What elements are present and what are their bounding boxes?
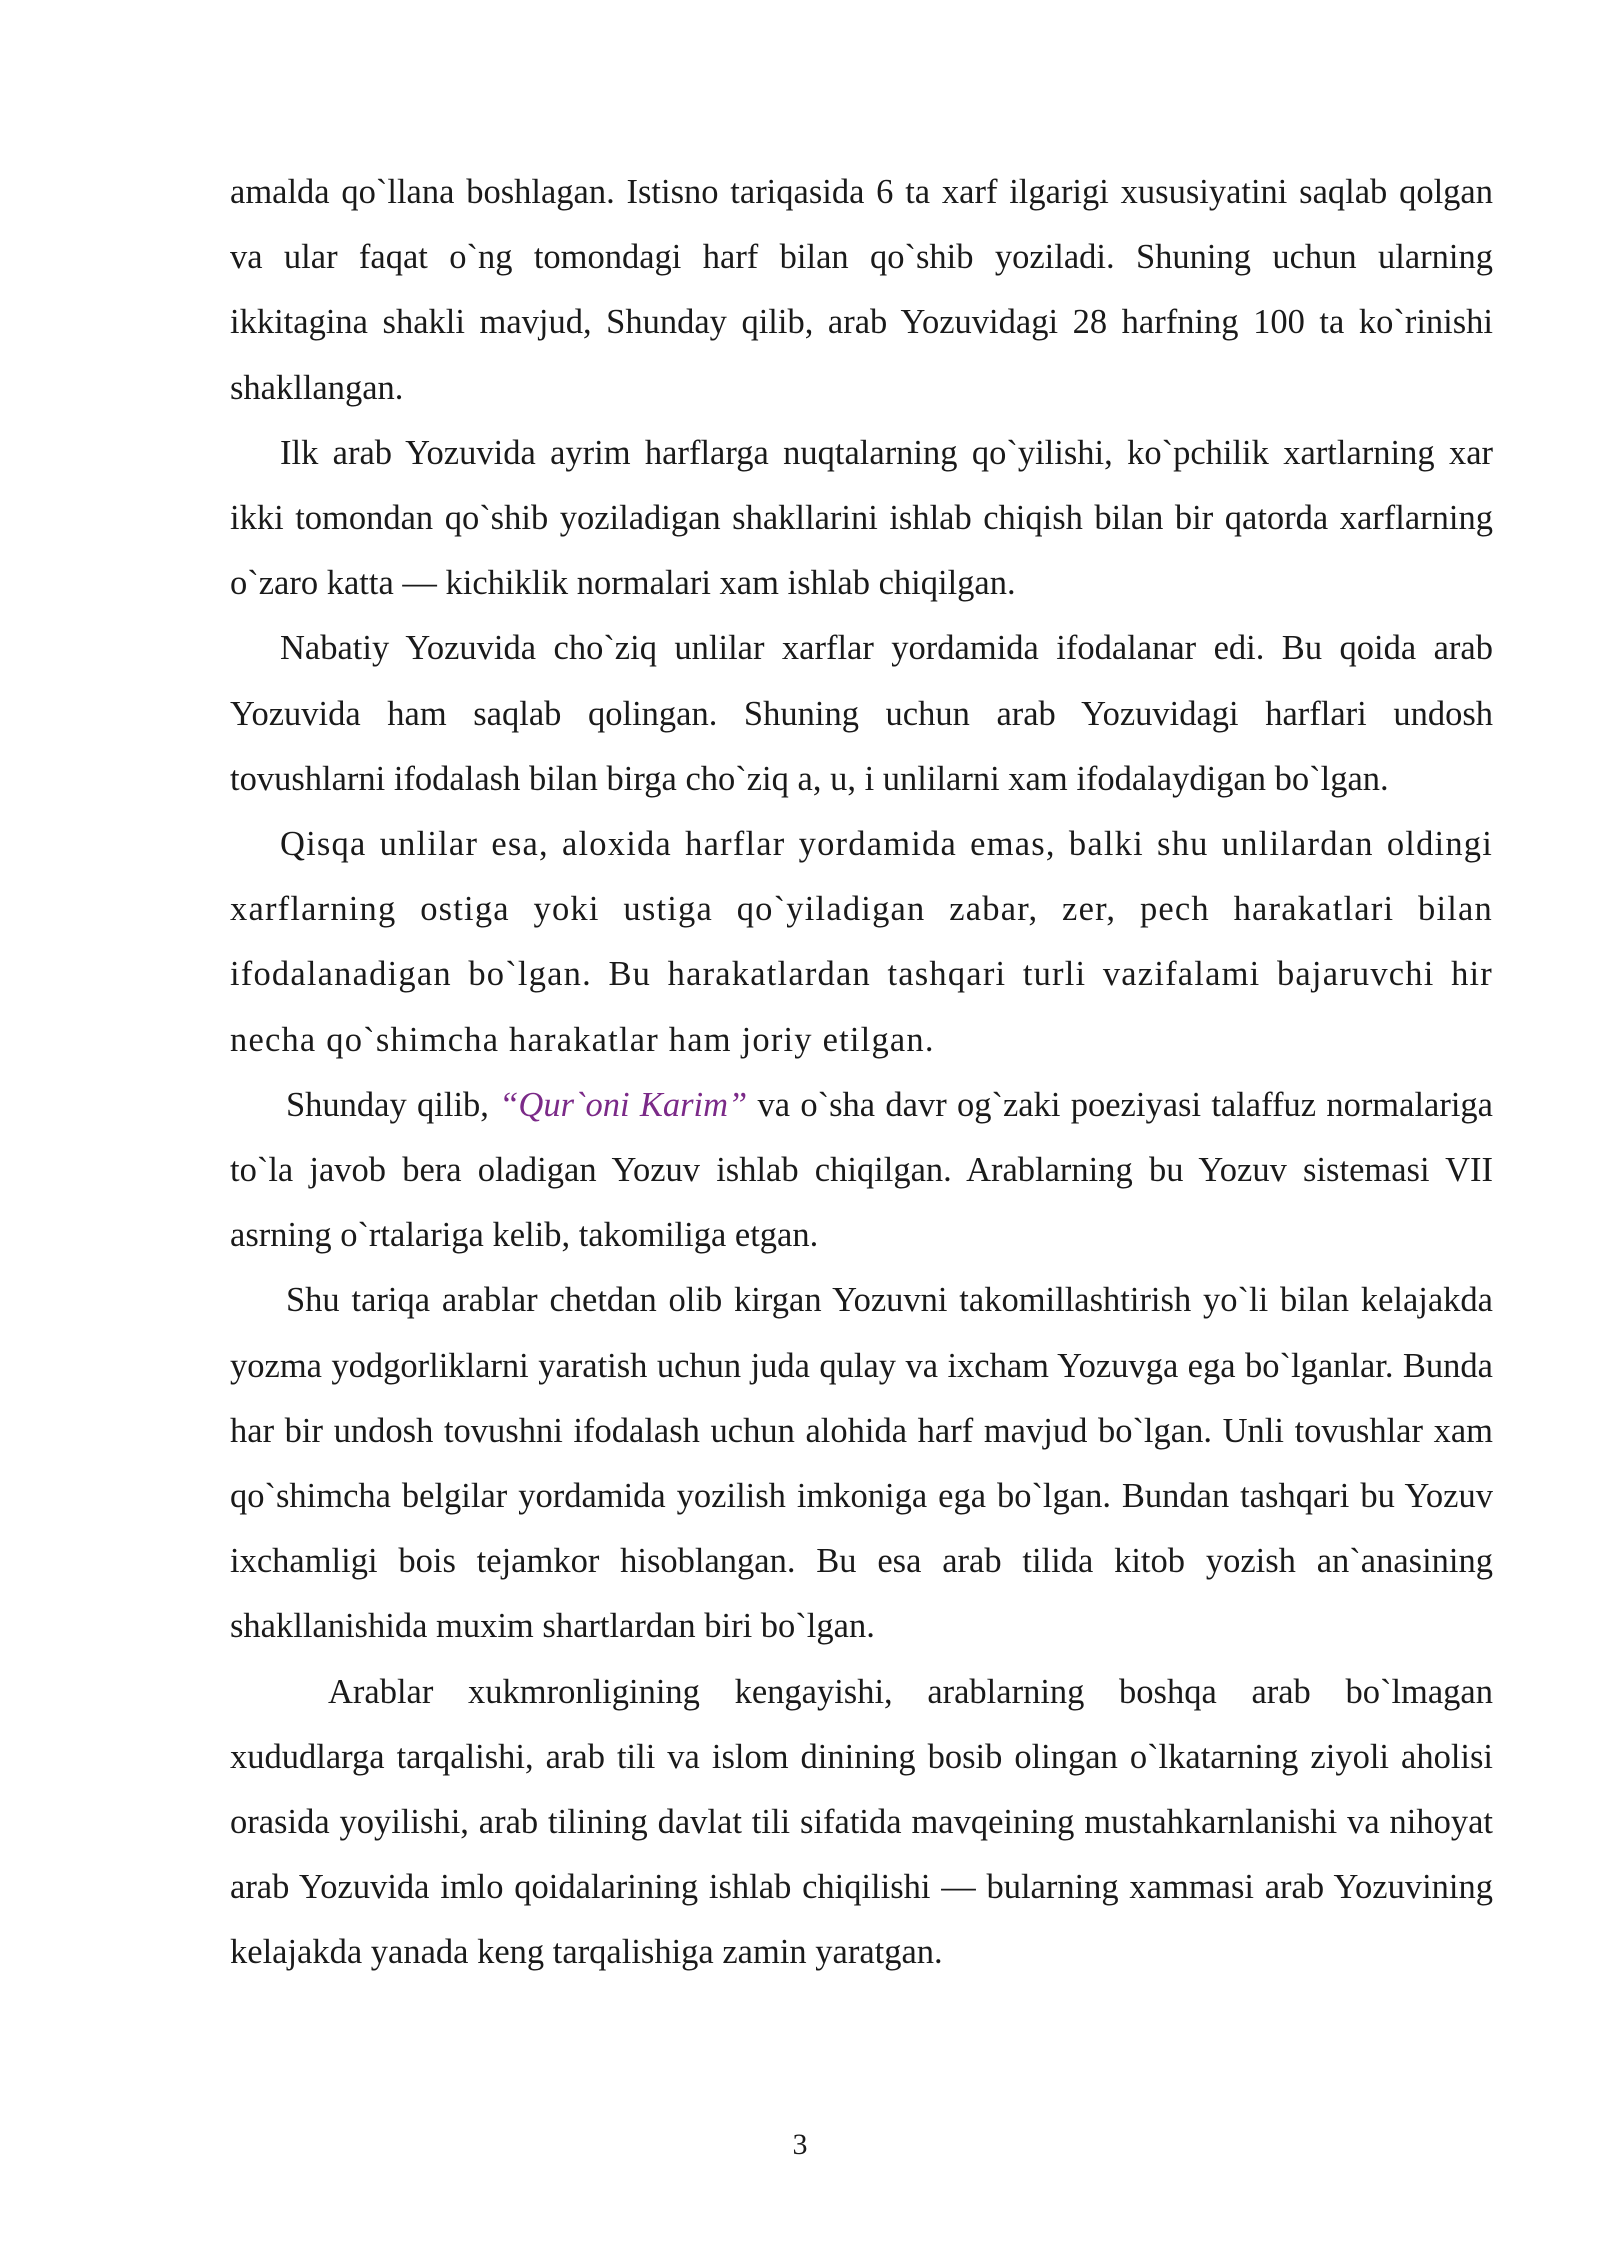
paragraph-7: Arablar xukmronligining kengayishi, arablarning boshqa arab bo`lmagan xududlarga tarqalishi, arab tili va islom dinining bosib olingan o`lkatarning ziyoli aholisi orasida yoyilishi, arab tilining davlat tili sifatida mavqeining mustahkarnlanishi va nihoyat arab Yozuvida imlo qoidalarining ishlab chiqilishi — bularning xammasi arab Yozuvining kelajakda yanada keng tarqalishiga zamin yaratgan.: [230, 1672, 1493, 1972]
paragraph-5-rest: va o`sha davr og`zaki poeziyasi talaffuz normalariga to`la javob bera oladigan Yozuv ishlab chiqilgan. Arablarning bu Yozuv sistemasi VII asrning o`rtalariga kelib, takomiliga etgan.: [230, 1085, 1493, 1255]
body-text: [230, 160, 1493, 1986]
paragraph-3: Nabatiy Yozuvida cho`ziq unlilar xarflar yordamida ifodalanar edi. Bu qoida arab Yozuvida ham saqlab qolingan. Shuning uchun arab Yozuvidagi harflari undosh tovushlarni ifodalash bilan birga cho`ziq a, u, i unlilarni xam ifodalaydigan bo`lgan.: [230, 629, 1493, 798]
quran-title-reference: “Qur`oni Karim”: [499, 1085, 748, 1124]
paragraph-2: Ilk arab Yozuvida ayrim harflarga nuqtalarning qo`yilishi, ko`pchilik xartlarning xar ikki tomondan qo`shib yoziladigan shakllarini ishlab chiqish bilan bir qatorda xarflarning o`zaro katta — kichiklik normalari xam ishlab chiqilgan.: [230, 433, 1493, 603]
paragraph-6: Shu tariqa arablar chetdan olib kirgan Yozuvni takomillashtirish yo`li bilan kelajakda yozma yodgorliklarni yaratish uchun juda qulay va ixcham Yozuvga ega bo`lganlar. Bunda har bir undosh tovushni ifodalash uchun alohida harf mavjud bo`lgan. Unli tovushlar xam qo`shimcha belgilar yordamida yozilish imkoniga ega bo`lgan. Bundan tashqari bu Yozuv ixchamligi bois tejamkor hisoblangan. Bu esa arab tilida kitob yozish an`anasining shakllanishida muxim shartlardan biri bo`lgan.: [230, 1281, 1493, 1646]
page-number: 3: [792, 2128, 808, 2161]
paragraph-1: amalda qo`llana boshlagan. Istisno tariqasida 6 ta xarf ilgarigi xususiyatini saqlab qolgan va ular faqat o`ng tomondagi harf bilan qo`shib yoziladi. Shuning uchun ularning ikkitagina shakli mavjud, Shunday qilib, arab Yozuvidagi 28 harfning 100 ta ko`rinishi shakllangan.: [230, 173, 1493, 407]
paragraph-4: Qisqa unlilar esa, aloxida harflar yordamida emas, balki shu unlilardan oldingi xarflarning ostiga yoki ustiga qo`yiladigan zabar, zer, pech harakatlari bilan ifodalanadigan bo`lgan. Bu harakatlardan tashqari turli vazifalami bajaruvchi hir necha qo`shimcha harakatlar ham joriy etilgan.: [230, 825, 1493, 1059]
paragraph-5-lead: Shunday qilib,: [286, 1085, 500, 1124]
paragraph-5: [230, 1073, 1493, 1269]
